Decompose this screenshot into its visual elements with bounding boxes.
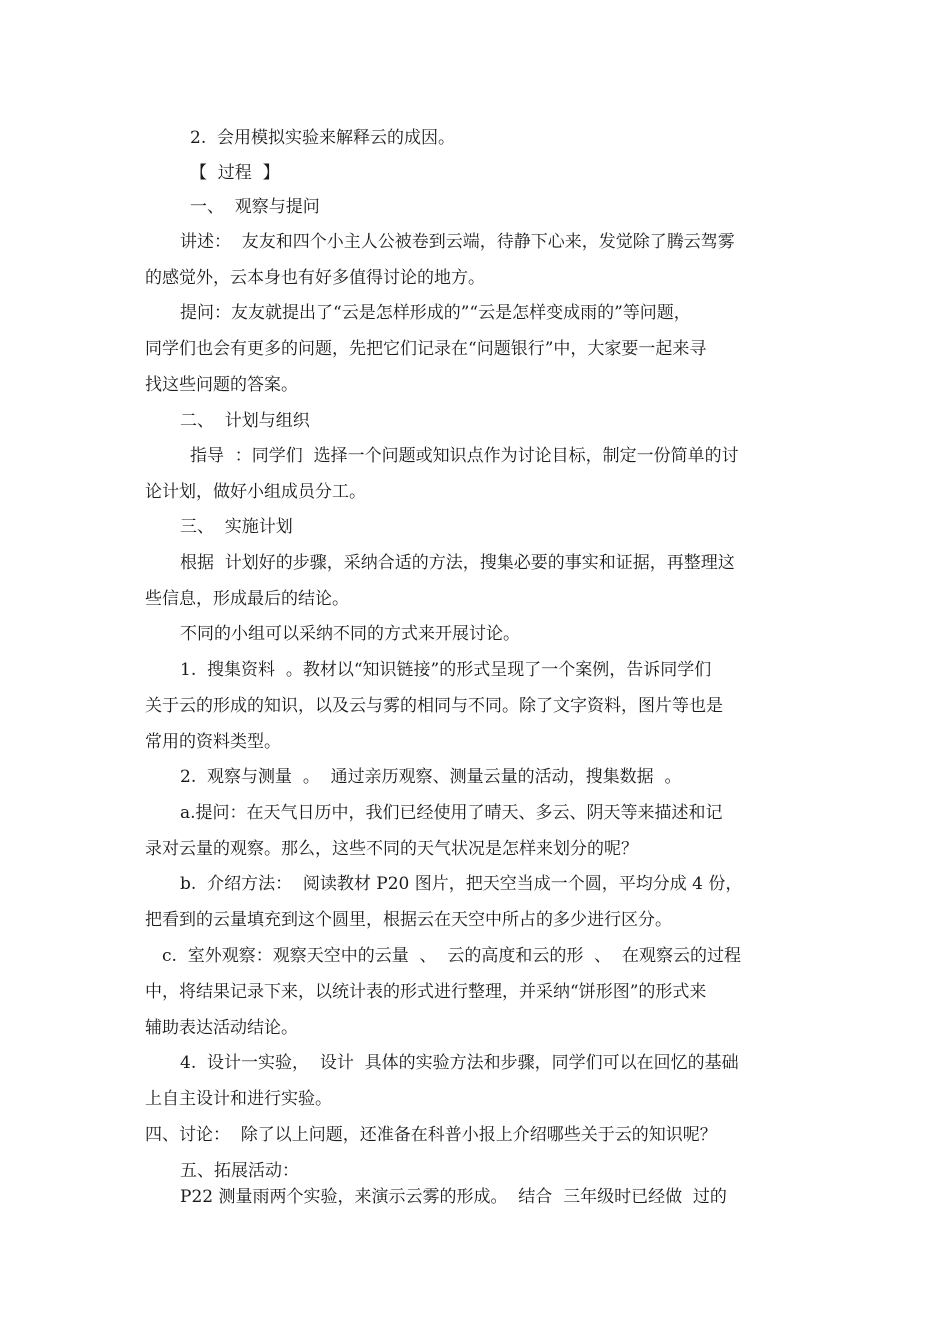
section-heading: 【 过程 】 xyxy=(190,163,280,183)
text-line: 中，将结果记录下来，以统计表的形式进行整理，并采纳“饼形图”的形式来 xyxy=(145,982,707,1002)
section-heading: 五、拓展活动： xyxy=(180,1161,299,1181)
text-line: 关于云的形成的知识，以及云与雾的相同与不同。除了文字资料，图片等也是 xyxy=(145,696,723,716)
text-line: 4. 设计一实验， 设计 具体的实验方法和步骤，同学们可以在回忆的基础 xyxy=(180,1053,739,1073)
section-heading: 四、讨论： 除了以上问题，还准备在科普小报上介绍哪些关于云的知识呢？ xyxy=(145,1125,717,1145)
text-line: c. 室外观察：观察天空中的云量 、 云的高度和云的形 、 在观察云的过程 xyxy=(162,946,741,966)
text-line: 的感觉外，云本身也有好多值得讨论的地方。 xyxy=(145,268,485,288)
text-line: 讲述： 友友和四个小主人公被卷到云端，待静下心来，发觉除了腾云驾雾 xyxy=(180,232,735,252)
text-line: 提问：友友就提出了“云是怎样形成的”“云是怎样变成雨的”等问题， xyxy=(180,303,691,323)
text-line: 录对云量的观察。那么，这些不同的天气状况是怎样来划分的呢？ xyxy=(145,839,638,859)
text-line: 辅助表达活动结论。 xyxy=(145,1018,298,1038)
text-line: 论计划，做好小组成员分工。 xyxy=(145,482,366,502)
text-line: 上自主设计和进行实验。 xyxy=(145,1089,332,1109)
text-line: 指导 ：同学们 选择一个问题或知识点作为讨论目标，制定一份简单的讨 xyxy=(190,446,739,466)
text-line: P22 测量雨两个实验，来演示云雾的形成。 结合 三年级时已经做 过的 xyxy=(180,1187,727,1207)
text-line: 找这些问题的答案。 xyxy=(145,375,298,395)
text-line: b. 介绍方法： 阅读教材 P20 图片，把天空当成一个圆，平均分成 4 份， xyxy=(180,874,743,894)
text-line: 不同的小组可以采纳不同的方式来开展讨论。 xyxy=(180,624,520,644)
text-line: 些信息，形成最后的结论。 xyxy=(145,589,349,609)
text-line: 根据 计划好的步骤，采纳合适的方法，搜集必要的事实和证据，再整理这 xyxy=(180,553,735,573)
text-line: 1. 搜集资料 。教材以“知识链接”的形式呈现了一个案例，告诉同学们 xyxy=(180,660,712,680)
section-heading: 三、 实施计划 xyxy=(180,517,293,537)
section-heading: 二、 计划与组织 xyxy=(180,411,310,431)
text-line: 2. 会用模拟实验来解释云的成因。 xyxy=(190,128,456,148)
text-line: 2. 观察与测量 。 通过亲历观察、测量云量的活动，搜集数据 。 xyxy=(180,767,682,787)
text-line: 同学们也会有更多的问题，先把它们记录在“问题银行”中，大家要一起来寻 xyxy=(145,339,707,359)
text-line: 把看到的云量填充到这个圆里，根据云在天空中所占的多少进行区分。 xyxy=(145,910,672,930)
section-heading: 一、 观察与提问 xyxy=(190,197,320,217)
text-line: a.提问：在天气日历中，我们已经使用了晴天、多云、阴天等来描述和记 xyxy=(180,803,723,823)
text-line: 常用的资料类型。 xyxy=(145,732,281,752)
